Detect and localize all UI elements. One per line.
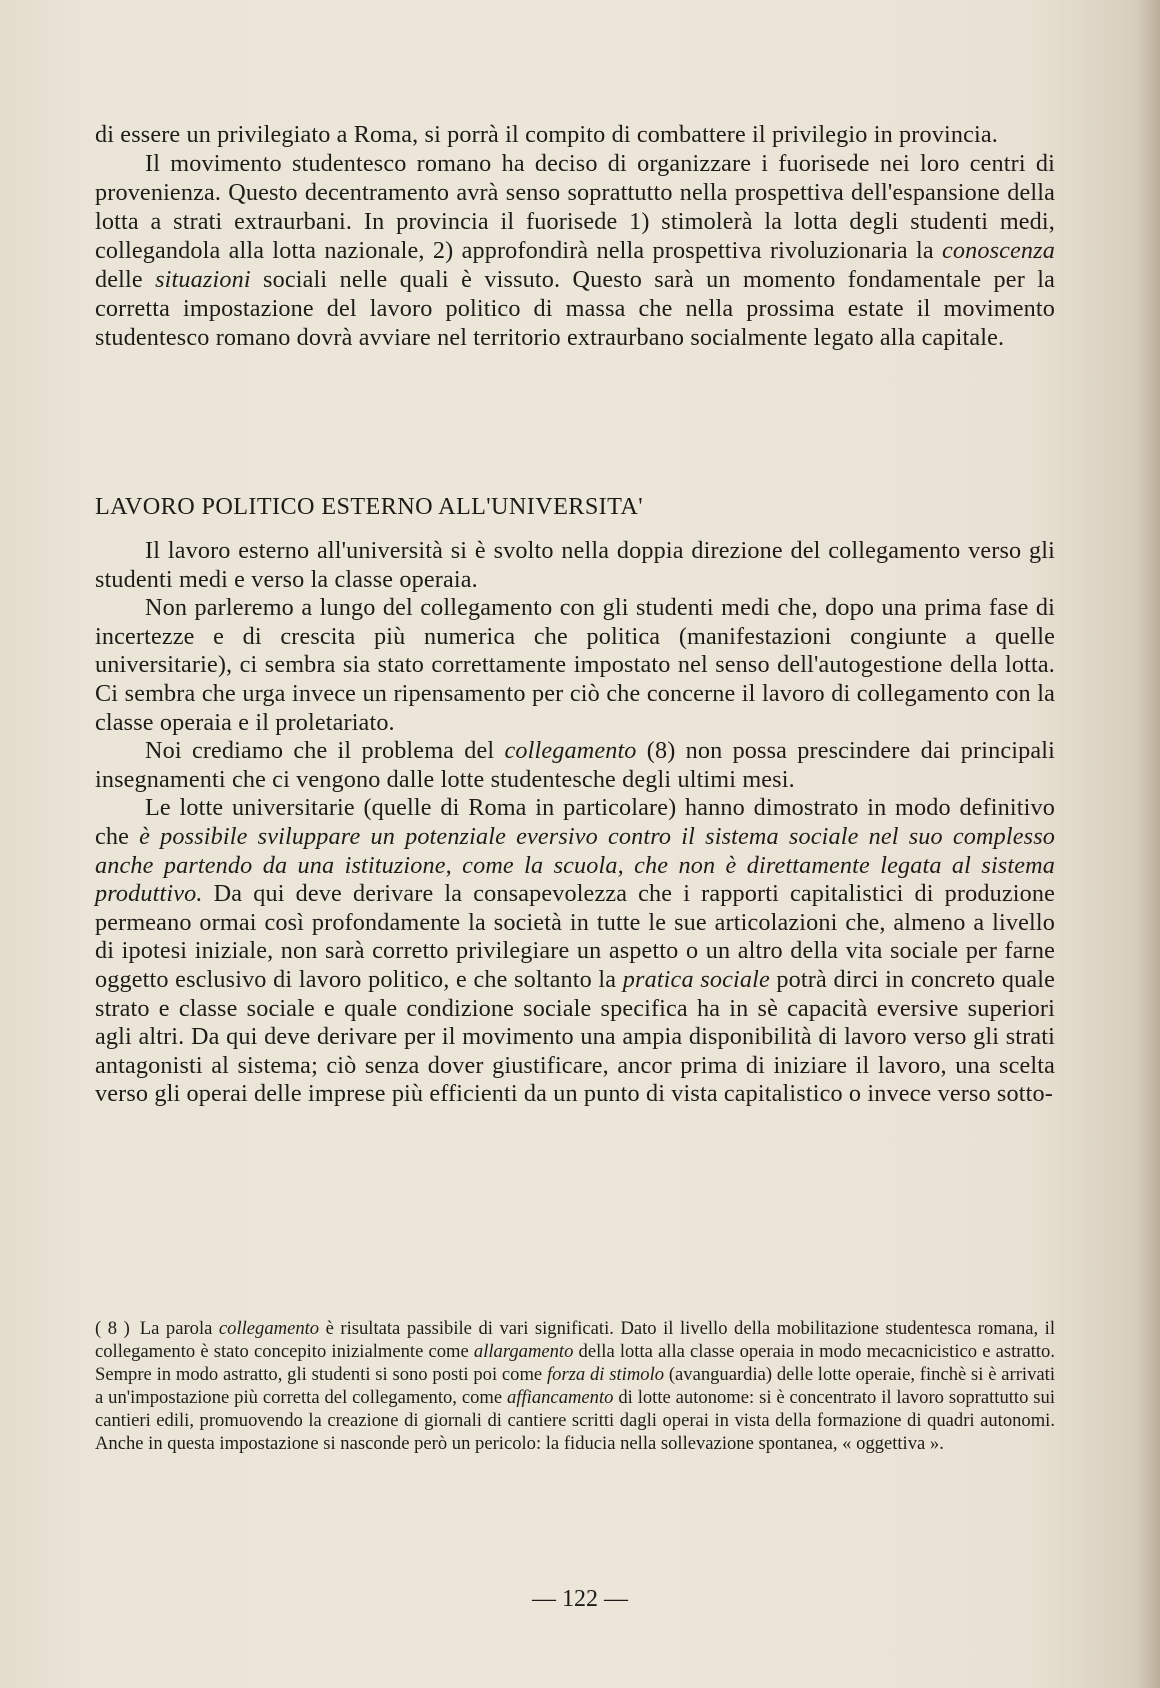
footnote-8 xyxy=(95,1317,1055,1455)
fn-em-allargamento: allargamento xyxy=(473,1341,574,1362)
p4-em-thesis: è possibile sviluppare un potenziale eversivo contro il sistema sociale nel suo complesso anche partendo da una istituzione, come la scuola, che non è direttamente legata al sistema produttivo. xyxy=(95,822,1055,908)
section-paragraph-3 xyxy=(95,737,1055,794)
fn-t4: (avanguardia) delle lotte operaie, finchè si è arrivati a un'impostazione più corretta del collegamento, come xyxy=(95,1364,1055,1408)
fn-em-affiancamento: affiancamento xyxy=(507,1387,614,1408)
fn-t1: La parola xyxy=(139,1318,219,1339)
footnote-number: ( 8 ) xyxy=(95,1318,130,1339)
fn-t3: della lotta alla classe operaia in modo mecacnicistico e astratto. Sempre in modo astratto, gli studenti si sono posti poi come xyxy=(95,1341,1055,1385)
page-edge-shadow xyxy=(1138,0,1160,1688)
section-heading: LAVORO POLITICO ESTERNO ALL'UNIVERSITA' xyxy=(95,493,643,520)
p4-mid: Da qui deve derivare la consapevolezza che i rapporti capitalistici di produzione permeano ormai così profondamente la società in tutte le sue articolazioni che, almeno a livello di ipotesi iniziale, non sarà corretto privilegiare un aspetto o un altro della vita sociale per farne oggetto esclusivo di lavoro politico, e che soltanto la xyxy=(95,880,1055,993)
p3-start: Noi crediamo che il problema del xyxy=(145,737,505,765)
intro-p2-text: Il movimento studentesco romano ha deciso di organizzare i fuorisede nei loro centri di provenienza. Questo decentramento avrà senso soprattutto nella prospettiva dell'espansione della lotta a strati extraurbani. In provincia il fuorisede 1) stimolerà la lotta degli studenti medi, collegandola alla lotta nazionale, 2) approfondirà nella prospettiva rivoluzionaria la xyxy=(95,150,1055,264)
fn-t2: è risultata passibile di vari significati. Dato il livello della mobilitazione studentesca romana, il collegamento è stato concepito inizialmente come xyxy=(95,1318,1056,1362)
fn-t5: di lotte autonome: si è concentrato il lavoro soprattutto sui cantieri edili, promuovendo la creazione di giornali di cantiere scritti dagli operai in vista della formazione di quadri autonomi. Anche in questa impostazione si nasconde però un pericolo: la fiducia nella sollevazione spontanea, « oggettiva ». xyxy=(95,1387,1055,1454)
section-body xyxy=(95,537,1055,1109)
intro-paragraph-2 xyxy=(95,149,1055,352)
p4-start: Le lotte universitarie (quelle di Roma in particolare) hanno dimostrato in modo definitivo che xyxy=(95,794,1055,850)
fn-em-forza-di-stimolo: forza di stimolo xyxy=(546,1364,665,1385)
intro-paragraph-1: di essere un privilegiato a Roma, si porrà il compito di combattere il privilegio in provincia. xyxy=(95,121,998,148)
intro-p2-em-situazioni: situazioni xyxy=(155,266,251,293)
section-paragraph-1: Il lavoro esterno all'università si è svolto nella doppia direzione del collegamento verso gli studenti medi e verso la classe operaia. xyxy=(95,537,1055,593)
fn-em-collegamento: collegamento xyxy=(218,1318,320,1339)
intro-p2-mid: delle xyxy=(95,266,156,293)
page-number: — 122 — xyxy=(532,1586,628,1612)
p4-em-pratica-sociale: pratica sociale xyxy=(622,965,770,993)
section-paragraph-4 xyxy=(95,794,1055,1109)
section-paragraph-2: Non parleremo a lungo del collegamento con gli studenti medi che, dopo una prima fase di incertezze e di crescita più numerica che politica (manifestazioni congiunte a quelle universitarie), ci sembra sia stato correttamente impostato nel senso dell'autogestione della lotta. Ci sembra che urga invece un ripensamento per ciò che concerne il lavoro di collegamento con la classe operaia e il proletariato. xyxy=(95,594,1055,736)
intro-p2-end: sociali nelle quali è vissuto. Questo sarà un momento fondamentale per la corretta impostazione del lavoro politico di massa che nella prossima estate il movimento studentesco romano dovrà avviare nel territorio extraurbano socialmente legato alla capitale. xyxy=(95,266,1055,351)
intro-p2-em-conoscenza: conoscenza xyxy=(941,237,1055,264)
intro-text-block xyxy=(95,120,1055,352)
p3-end: (8) non possa prescindere dai principali insegnamenti che ci vengono dalle lotte studentesche degli ultimi mesi. xyxy=(95,737,1055,793)
p4-end: potrà dirci in concreto quale strato e classe sociale e quale condizione sociale specifica ha in sè capacità eversive superiori agli altri. Da qui deve derivare per il movimento una ampia disponibilità di lavoro verso gli strati antagonisti al sistema; ciò senza dover giustificare, ancor prima di iniziare il lavoro, una scelta verso gli operai delle imprese più efficienti da un punto di vista capitalistico o invece verso sotto- xyxy=(95,965,1055,1108)
p3-em-collegamento: collegamento xyxy=(504,737,637,765)
